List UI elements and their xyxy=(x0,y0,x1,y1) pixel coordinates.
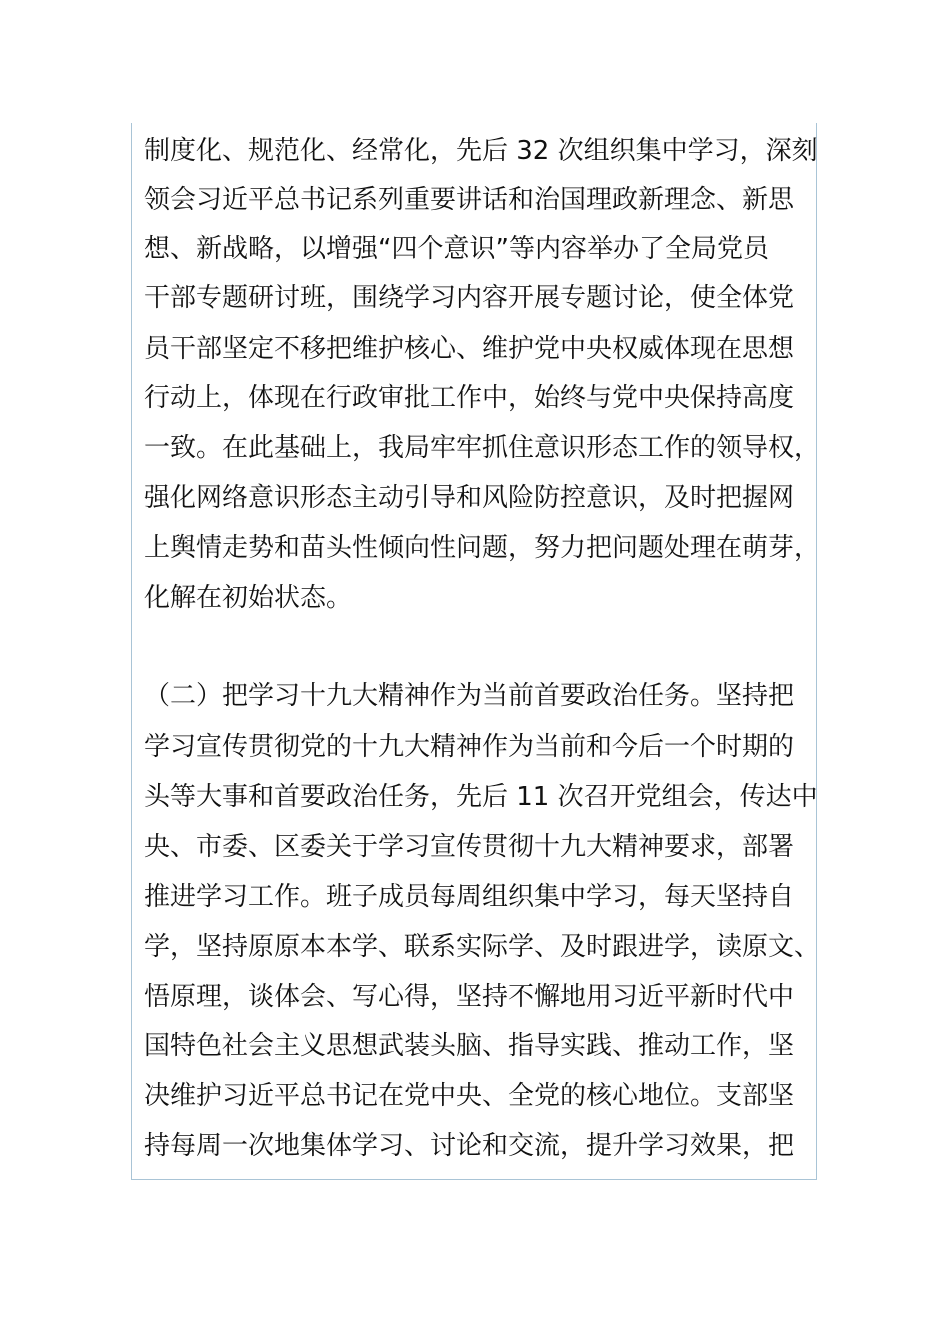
text-line: 悟原理，谈体会、写心得，坚持不懈地用习近平新时代中 xyxy=(144,982,795,1012)
text-line: 领会习近平总书记系列重要讲话和治国理政新理念、新思 xyxy=(144,185,795,215)
text-line: 员干部坚定不移把维护核心、维护党中央权威体现在思想 xyxy=(144,334,795,364)
text-line: 央、市委、区委关于学习宣传贯彻十九大精神要求，部署 xyxy=(144,832,795,862)
text-line: 头等大事和首要政治任务，先后 11 次召开党组会，传达中 xyxy=(144,782,818,812)
text-line: 化解在初始状态。 xyxy=(144,583,353,613)
text-line: （二）把学习十九大精神作为当前首要政治任务。坚持把 xyxy=(144,681,795,711)
text-line: 干部专题研讨班，围绕学习内容开展专题讨论，使全体党 xyxy=(144,283,795,313)
text-line: 持每周一次地集体学习、讨论和交流，提升学习效果，把 xyxy=(144,1131,795,1161)
text-line: 强化网络意识形态主动引导和风险防控意识，及时把握网 xyxy=(144,483,795,513)
text-line: 制度化、规范化、经常化，先后 32 次组织集中学习，深刻 xyxy=(144,136,818,166)
text-line: 行动上，体现在行政审批工作中，始终与党中央保持高度 xyxy=(144,383,795,413)
text-line: 一致。在此基础上，我局牢牢抓住意识形态工作的领导权， xyxy=(144,433,821,463)
text-line: 推进学习工作。班子成员每周组织集中学习，每天坚持自 xyxy=(144,882,795,912)
text-line: 学习宣传贯彻党的十九大精神作为当前和今后一个时期的 xyxy=(144,732,795,762)
text-line: 决维护习近平总书记在党中央、全党的核心地位。支部坚 xyxy=(144,1081,795,1111)
text-line: 上舆情走势和苗头性倾向性问题，努力把问题处理在萌芽， xyxy=(144,533,821,563)
text-line: 学，坚持原原本本学、联系实际学、及时跟进学，读原文、 xyxy=(144,932,821,962)
text-line: 国特色社会主义思想武装头脑、指导实践、推动工作，坚 xyxy=(144,1031,795,1061)
text-line: 想、新战略，以增强“四个意识”等内容举办了全局党员 xyxy=(144,234,769,264)
